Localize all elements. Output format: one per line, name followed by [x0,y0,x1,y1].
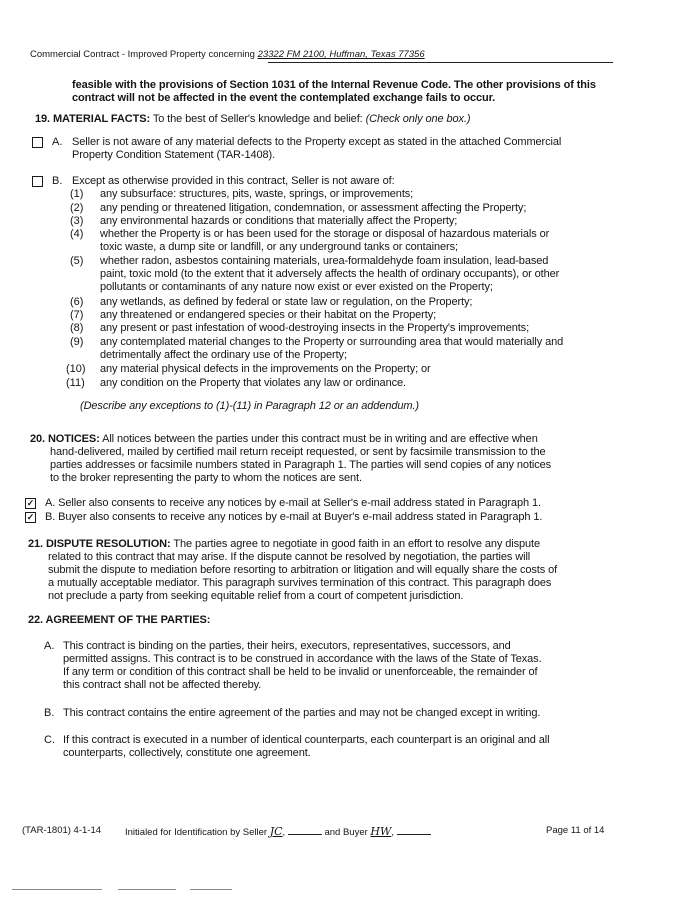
page-header [30,49,620,60]
section-21-line-1 [28,538,540,551]
section-21-title: 21. DISPUTE RESOLUTION: [28,538,171,550]
list-item: any subsurface: structures, pits, waste, springs, or improvements; [100,188,414,200]
list-item: whether radon, asbestos containing materials, urea-formaldehyde foam insulation, lead-based [100,255,549,267]
item-22a-line-3: If any term or condition of this contract shall be held to be invalid or unenforceable, the remainder of [63,666,538,678]
section-21-line-3: submit the dispute to mediation before resorting to arbitration or litigation and will equally share the costs of [48,564,558,576]
item-19a-line-1: Seller is not aware of any material defects to the Property except as stated in the attached Commercial [72,136,562,148]
section-20-line-3: parties addresses or facsimile numbers stated in Paragraph 1. The parties will send copies of any notices [50,459,552,471]
section-19-title: 19. MATERIAL FACTS: [35,113,151,125]
section-20-line-1 [30,433,538,446]
scan-artifact-line [12,889,102,890]
section-21-text: The parties agree to negotiate in good faith in an effort to resolve any dispute [173,538,540,550]
list-item: whether the Property is or has been used for the storage or disposal of hazardous materials or [100,228,550,240]
property-address: 23322 FM 2100, Huffman, Texas 77356 [257,49,425,60]
exceptions-note: (Describe any exceptions to (1)-(11) in Paragraph 12 or an addendum.) [80,400,419,412]
item-22c-label: C. [44,734,55,746]
item-22b-label: B. [44,707,55,719]
item-22a-line-2: permitted assigns. This contract is to be construed in accordance with the laws of the State of Texas. [63,653,542,665]
seller-initials: JC [269,825,283,838]
initials-line: Initialed for Identification by Seller JC, and Buyer HW, [125,825,431,838]
list-item-continued: toxic waste, a dump site or landfill, or any underground tanks or containers; [100,241,458,253]
list-item: any threatened or endangered species or their habitat on the Property; [100,309,437,321]
section-21-line-2: related to this contract that may arise. If the dispute cannot be resolved by negotiation, the parties will [48,551,531,563]
list-item-continued: paint, toxic mold (to the extent that it adversely affects the health of ordinary occupants), or other [100,268,560,280]
checkbox-20a-checked[interactable]: ✓ [26,498,35,508]
list-number: (1) [70,188,84,200]
continuation-line-2: contract will not be affected in the event the contemplated exchange fails to occur. [72,92,496,104]
item-20b: B. Buyer also consents to receive any notices by e-mail at Buyer's e-mail address stated in Paragraph 1. [45,511,543,523]
item-19b-intro: Except as otherwise provided in this contract, Seller is not aware of: [72,175,395,187]
item-19a-line-2: Property Condition Statement (TAR-1408). [72,149,276,161]
list-item-continued: pollutants or contaminants of any nature now exist or ever existed on the Property; [100,281,493,293]
item-22b-line-1: This contract contains the entire agreement of the parties and may not be changed except in writing. [63,707,541,719]
section-20-line-2: hand-delivered, mailed by certified mail return receipt requested, or sent by facsimile transmission to the [50,446,546,458]
section-21-line-5: not preclude a party from seeking equitable relief from a court of competent jurisdiction. [48,590,464,602]
list-item: any present or past infestation of wood-destroying insects in the Property's improvements; [100,322,530,334]
header-underline [268,62,613,63]
section-22-title: 22. AGREEMENT OF THE PARTIES: [28,614,211,626]
and-buyer-label: and Buyer [324,827,368,838]
form-number: (TAR-1801) 4-1-14 [22,825,102,836]
list-number: (11) [66,377,85,389]
buyer-initials-blank [397,834,431,835]
buyer-initials: HW [370,825,392,838]
section-20-title: 20. NOTICES: [30,433,100,445]
header-title: Commercial Contract - Improved Property concerning [30,49,255,60]
list-number: (5) [70,255,84,267]
list-number: (2) [70,202,84,214]
checkbox-19a[interactable] [32,137,43,148]
section-21-line-4: a mutually acceptable mediator. This paragraph survives termination of this contract. This paragraph does [48,577,552,589]
item-19a-label: A. [52,136,63,148]
list-number: (6) [70,296,84,308]
checkbox-20b-checked[interactable]: ✓ [26,512,35,522]
list-number: (3) [70,215,84,227]
seller-initials-blank [288,834,322,835]
section-20-text: All notices between the parties under this contract must be in writing and are effective when [102,433,538,445]
section-19-heading [35,113,470,126]
item-22a-label: A. [44,640,55,652]
list-item: any environmental hazards or conditions that materially affect the Property; [100,215,458,227]
list-number: (4) [70,228,84,240]
list-number: (7) [70,309,84,321]
list-item: any wetlands, as defined by federal or state law or regulation, on the Property; [100,296,473,308]
list-item: any contemplated material changes to the Property or surrounding area that would materially and [100,336,564,348]
initialed-label: Initialed for Identification by Seller [125,827,268,838]
list-item: any pending or threatened litigation, condemnation, or assessment affecting the Property; [100,202,527,214]
list-number: (10) [66,363,86,375]
scan-artifact-line [118,889,176,890]
item-20a: A. Seller also consents to receive any notices by e-mail at Seller's e-mail address stated in Paragraph 1. [45,497,541,509]
list-item-continued: detrimentally affect the ordinary use of the Property; [100,349,347,361]
item-22a-line-4: this contract shall not be affected thereby. [63,679,262,691]
list-item: any condition on the Property that violates any law or ordinance. [100,377,406,389]
check-one-note: (Check only one box.) [365,113,471,125]
checkbox-19b[interactable] [32,176,43,187]
scan-artifact-line [190,889,232,890]
item-22a-line-1: This contract is binding on the parties, their heirs, executors, representatives, successors, and [63,640,511,652]
continuation-line-1: feasible with the provisions of Section 1031 of the Internal Revenue Code. The other provisions of this [72,79,596,91]
section-20-line-4: to the broker representing the party to whom the notices are sent. [50,472,362,484]
item-19b-label: B. [52,175,63,187]
page-number: Page 11 of 14 [546,825,605,836]
list-number: (8) [70,322,84,334]
item-22c-line-1: If this contract is executed in a number of identical counterparts, each counterpart is an original and all [63,734,550,746]
list-number: (9) [70,336,84,348]
section-19-intro: To the best of Seller's knowledge and belief: [152,113,363,125]
list-item: any material physical defects in the improvements on the Property; or [100,363,431,375]
item-22c-line-2: counterparts, collectively, constitute one agreement. [63,747,311,759]
